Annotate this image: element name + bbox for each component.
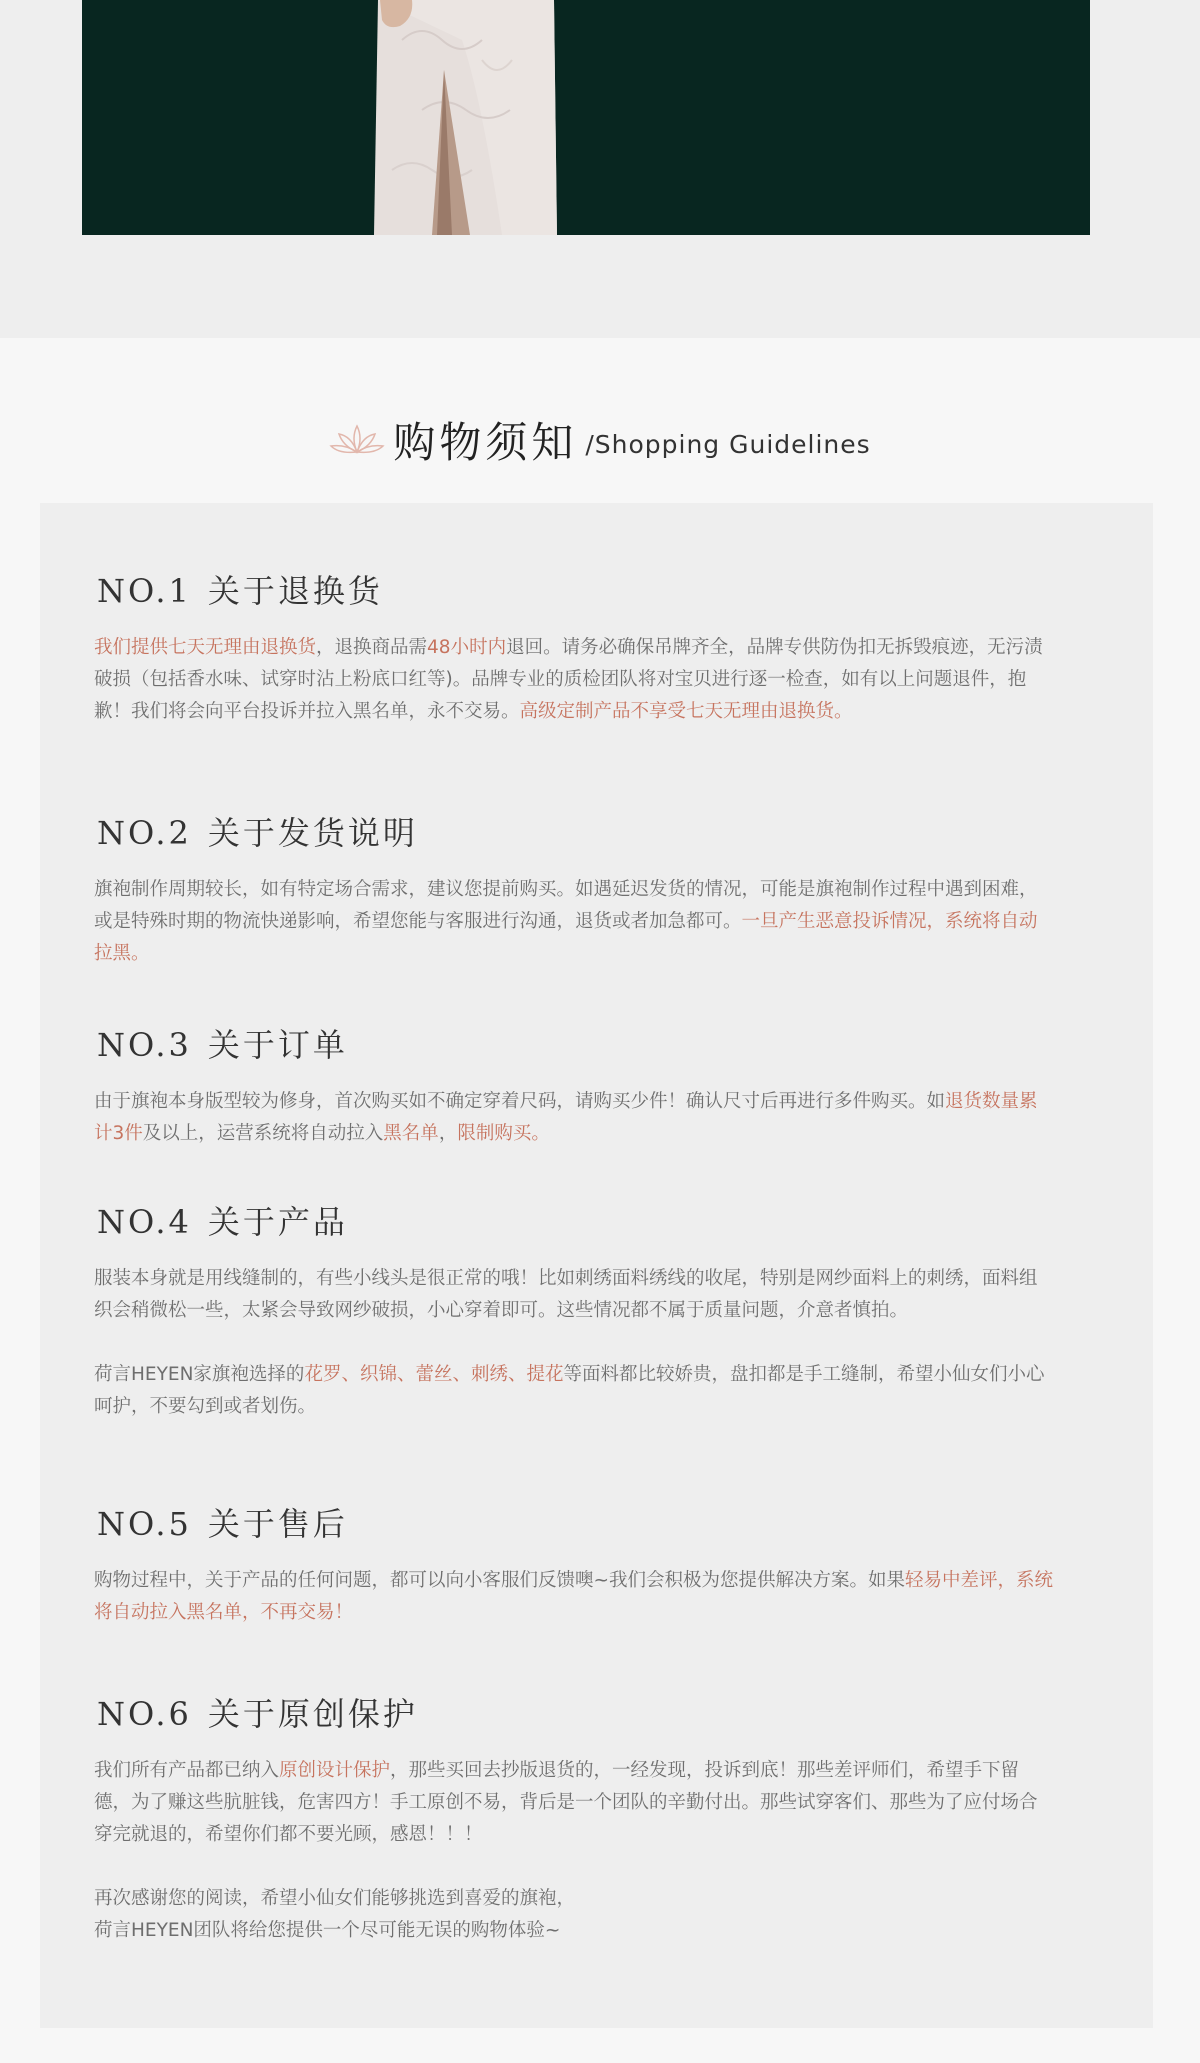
section-title: NO.4 关于产品	[97, 1203, 348, 1241]
paragraph	[94, 1883, 1054, 1947]
highlight-text: 轻易中差评，系统将自动拉入黑名单，不再交易！	[94, 1570, 1054, 1623]
paragraph	[94, 632, 1054, 728]
paragraph	[94, 1263, 1054, 1327]
body-text: ，那些买回去抄版退货的，一经发现，投诉到底！那些差评师们，希望手下留德，为了赚这些肮脏钱，危害四方！手工原创不易，背后是一个团队的辛勤付出。那些试穿客们、那些为了应付场合穿完就退的，希望你们都不要光顾，感恩！！！	[94, 1760, 1038, 1845]
paragraph	[94, 1755, 1054, 1851]
body-text: ，退换商品需	[316, 637, 428, 658]
body-text: 退回。请务必确保吊牌齐全，品牌专供防伪扣无拆毁痕迹，无污渍破损（包括香水味、试穿时沾上粉底口红等)。品牌专业的质检团队将对宝贝进行逐一检查，如有以上问题退件，抱歉！我们将会向平台投诉并拉入黑名单，永不交易。	[94, 637, 1043, 722]
highlight-text: 原创设计保护	[279, 1760, 391, 1781]
highlight-text: 高级定制产品不享受七天无理由退换货。	[519, 701, 853, 722]
section-title: NO.2 关于发货说明	[97, 814, 418, 852]
section-originality	[94, 1689, 1054, 1947]
highlight-text: 48小时内	[427, 637, 507, 658]
lotus-icon	[329, 420, 385, 460]
section-title: NO.3 关于订单	[97, 1026, 348, 1064]
highlight-text: 限制购买。	[457, 1123, 550, 1144]
section-title: NO.5 关于售后	[97, 1505, 348, 1543]
heading-title-cn: 购物须知	[393, 418, 578, 467]
heading-title-en: /Shopping Guidelines	[585, 429, 871, 459]
section-returns	[94, 566, 1054, 728]
section-shipping	[94, 808, 1054, 970]
section-title: NO.1 关于退换货	[97, 572, 383, 610]
product-photo	[82, 0, 1090, 235]
section-orders	[94, 1020, 1054, 1150]
paragraph	[94, 1359, 1054, 1423]
highlight-text: 花罗、织锦、蕾丝、刺绣、提花	[304, 1364, 564, 1385]
paragraph	[94, 1565, 1054, 1629]
body-text: 及以上，运营系统将自动拉入	[142, 1123, 384, 1144]
section-title: NO.6 关于原创保护	[97, 1695, 418, 1733]
paragraph	[94, 874, 1054, 970]
highlight-text: 我们提供七天无理由退换货	[94, 637, 317, 658]
highlight-text: 黑名单	[383, 1123, 439, 1144]
body-text: 我们所有产品都已纳入	[94, 1760, 280, 1781]
section-after-sales	[94, 1499, 1054, 1629]
body-text: 荷言HEYEN团队将给您提供一个尽可能无误的购物体验~	[94, 1920, 561, 1941]
section-heading	[0, 410, 1200, 470]
body-text: 购物过程中，关于产品的任何问题，都可以向小客服们反馈噢~我们会积极为您提供解决方案。如果	[94, 1570, 906, 1591]
body-text: 再次感谢您的阅读，希望小仙女们能够挑选到喜爱的旗袍，	[94, 1888, 576, 1909]
highlight-text: 一旦产生恶意投诉情况，系统将自动拉黑。	[94, 911, 1038, 964]
body-text: 等面料都比较娇贵，盘扣都是手工缝制，希望小仙女们小心呵护，不要勾到或者划伤。	[94, 1364, 1045, 1417]
body-text: 荷言HEYEN家旗袍选择的	[94, 1364, 305, 1385]
body-text: ，	[438, 1123, 458, 1144]
section-products	[94, 1197, 1054, 1423]
body-text: 旗袍制作周期较长，如有特定场合需求，建议您提前购买。如遇延迟发货的情况，可能是旗袍制作过程中遇到困难，或是特殊时期的物流快递影响，希望您能与客服进行沟通，退货或者加急都可。	[94, 879, 1038, 932]
paragraph	[94, 1086, 1054, 1150]
body-text: 服装本身就是用线缝制的，有些小线头是很正常的哦！比如刺绣面料绣线的收尾，特别是网纱面料上的刺绣，面料组织会稍微松一些，太紧会导致网纱破损，小心穿着即可。这些情况都不属于质量问题，介意者慎拍。	[94, 1268, 1038, 1321]
body-text: 由于旗袍本身版型较为修身，首次购买如不确定穿着尺码，请购买少件！确认尺寸后再进行多件购买。如	[94, 1091, 946, 1112]
highlight-text: 退货数量累计3件	[94, 1091, 1038, 1144]
